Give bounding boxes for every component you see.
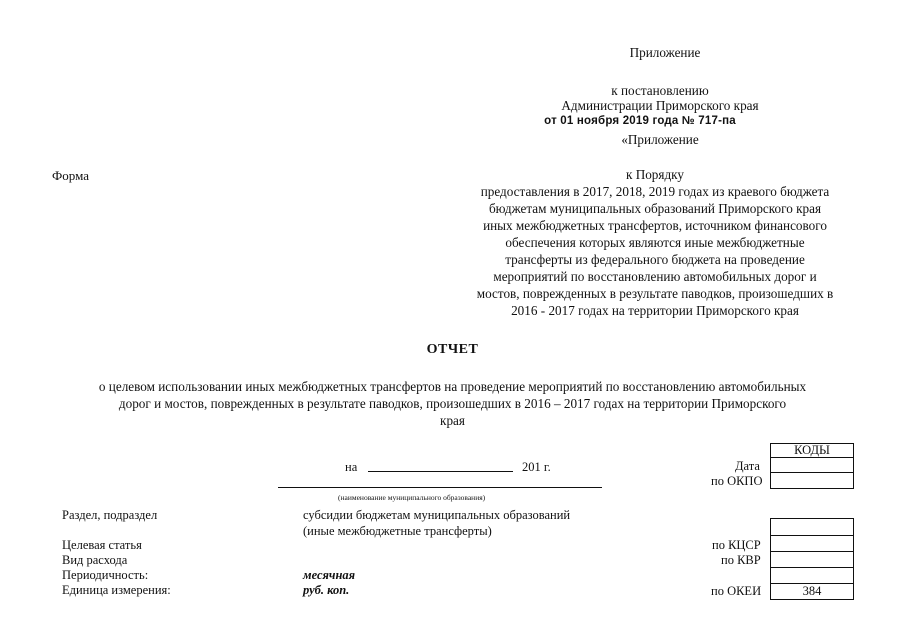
report-title: ОТЧЕТ [426,342,479,357]
procedure-line: мероприятий по восстановлению автомобильных дорог и [493,269,817,284]
procedure-block [440,166,870,319]
procedure-line: предоставления в 2017, 2018, 2019 годах из краевого бюджета [480,184,830,199]
municipality-caption: (наименование муниципального образования) [338,493,486,502]
report-subtitle-line: о целевом использовании иных межбюджетных трансфертов на проведение мероприятий по восстановлению автомобильных [98,379,807,394]
resolution-stamp: от 01 ноября 2019 года № 717-па [544,115,736,127]
to-resolution: к постановлению [611,83,709,98]
unit-value: руб. коп. [303,583,350,597]
report-subtitle-line: края [440,413,465,428]
unit-label: Единица измерения: [62,583,171,597]
procedure-title: к Порядку [625,167,684,182]
date-code-label: Дата [735,459,760,473]
procedure-line: мостов, поврежденных в результате паводков, произошедших в [476,286,834,301]
kvr-code-cell[interactable] [770,551,854,568]
procedure-line: 2016 - 2017 годах на территории Приморского края [511,303,799,318]
kcsr-code-cell[interactable] [770,535,854,552]
kvr-code-label: по КВР [721,553,761,567]
date-suffix: 201 г. [522,460,551,474]
date-code-cell[interactable] [770,457,854,473]
procedure-line: трансферты из федерального бюджета на проведение [505,252,805,267]
section-code-cell[interactable] [770,518,854,536]
expense-label: Вид расхода [62,553,128,567]
section-value-line-1: субсидии бюджетам муниципальных образований [303,508,571,522]
report-subtitle [40,378,865,429]
procedure-line: обеспечения которых являются иные межбюджетные [505,235,805,250]
municipality-underline[interactable] [278,487,602,488]
date-underline[interactable] [368,471,513,472]
appendix-title-2: «Приложение [621,132,699,147]
okpo-code-cell[interactable] [770,472,854,489]
okpo-code-label: по ОКПО [711,474,763,488]
okei-code-label: по ОКЕИ [711,584,762,598]
appendix-title: Приложение [629,45,701,60]
form-label: Форма [52,168,89,183]
target-label: Целевая статья [62,538,142,552]
administration-name: Администрации Приморского края [561,98,759,113]
okei-code-value: 384 [802,584,822,598]
period-code-cell[interactable] [770,567,854,584]
kcsr-code-label: по КЦСР [712,538,761,552]
section-value-line-2: (иные межбюджетные трансферты) [303,524,492,538]
codes-header-cell [770,443,854,458]
procedure-line: иных межбюджетных трансфертов, источником финансового [483,218,827,233]
okei-code-cell[interactable] [770,583,854,600]
section-label: Раздел, подраздел [62,508,158,522]
codes-header: КОДЫ [794,443,830,457]
report-subtitle-line: дорог и мостов, поврежденных в результате паводков, произошедших в 2016 – 2017 годах на территории Приморского [118,396,787,411]
date-prefix: на [345,460,358,474]
procedure-line: бюджетам муниципальных образований Приморского края [488,201,822,216]
period-label: Периодичность: [62,568,149,582]
period-value: месячная [303,568,356,582]
